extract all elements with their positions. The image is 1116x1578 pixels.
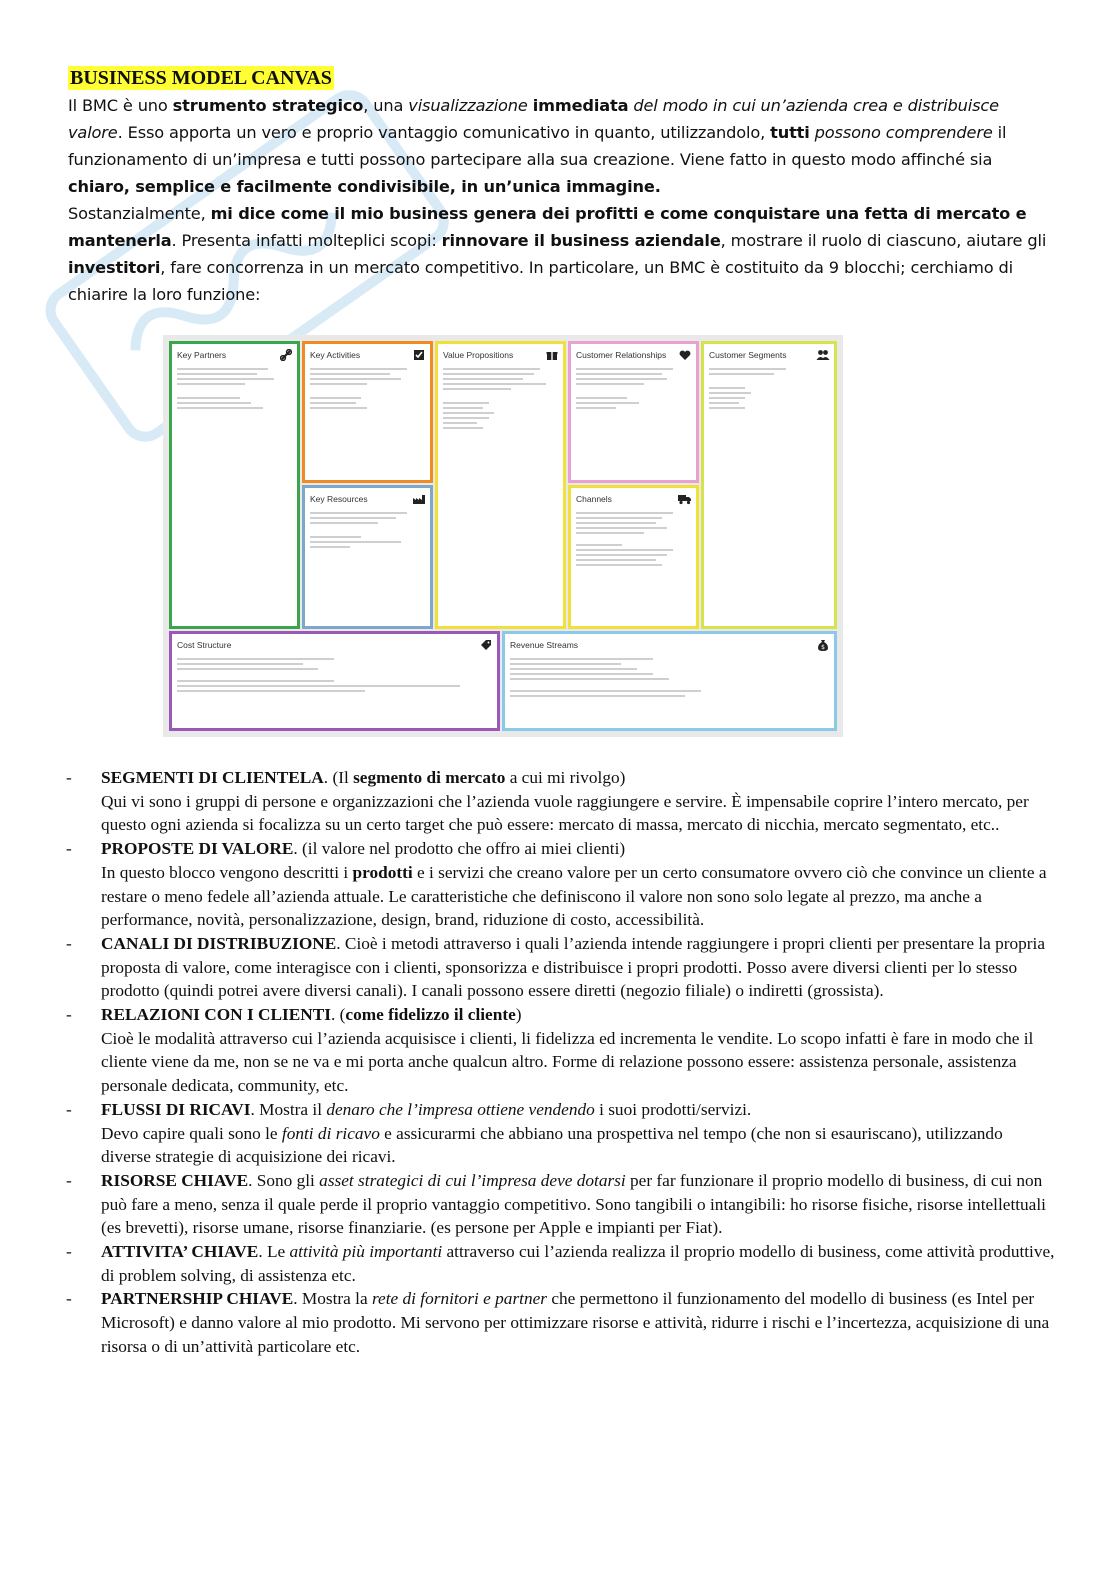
key-activities-block xyxy=(302,341,433,483)
list-item-run: fonti di ricavo xyxy=(281,1123,380,1143)
key-resources-title: Key Resources xyxy=(310,494,368,504)
revenue-streams-block xyxy=(502,631,837,731)
channels-placeholder-lines xyxy=(576,512,690,569)
list-item xyxy=(66,837,1056,932)
list-item xyxy=(66,1287,1056,1358)
list-item xyxy=(66,1240,1056,1287)
cost-structure-block xyxy=(169,631,500,731)
list-item-run: denaro che l’impresa ottiene vendendo xyxy=(326,1099,595,1119)
list-item-run: . ( xyxy=(331,1005,346,1025)
intro-p2-run: , mostrare il ruolo di ciascuno, aiutare gli xyxy=(720,231,1047,250)
key-activities-title: Key Activities xyxy=(310,350,361,360)
truck-icon xyxy=(678,492,692,506)
list-item-run: RELAZIONI CON I CLIENTI xyxy=(101,1005,331,1025)
intro-p1-run: visualizzazione xyxy=(408,96,528,115)
list-item-run: . Mostra la xyxy=(293,1289,372,1309)
list-item-run: . Cioè i metodi attraverso i quali l’azienda intende raggiungere i propri clienti per presentare la propria proposta di valore, come interagisce con i clienti, sponsorizza e distribuisce i propri prodotti. Posso avere diversi clienti per lo stesso prodotto (quindi potrei avere diversi canali). I canali possono essere diretti (negozio filiale) o indiretti (grossista). xyxy=(101,933,1046,1001)
bullet-dash: - xyxy=(66,1289,72,1309)
customer-segments-title: Customer Segments xyxy=(709,350,787,360)
intro-text xyxy=(68,92,1053,308)
list-item-paragraph xyxy=(101,1003,1056,1027)
list-item xyxy=(66,766,1056,837)
intro-p2-run: , fare concorrenza in un mercato competitivo. In particolare, un BMC è costituito da 9 blocchi; cerchiamo di chiarire la loro funzione: xyxy=(68,258,1013,304)
bullet-dash: - xyxy=(66,768,72,787)
bmc-blocks-list xyxy=(66,766,1056,1359)
list-item-run: . Mostra il xyxy=(250,1099,327,1119)
list-item-paragraph xyxy=(101,1169,1056,1240)
channels-title: Channels xyxy=(576,494,612,504)
bullet-dash: - xyxy=(66,1005,72,1025)
list-item-run: come fidelizzo il cliente xyxy=(345,1005,516,1025)
list-item-run: Devo capire quali sono le xyxy=(101,1123,282,1143)
revenue-streams-placeholder-lines xyxy=(510,658,828,700)
list-item-run: e i servizi che creano valore per un certo consumatore ovvero ciò che convince un cliente a restare o meno fedele all’azienda attuale. Le caratteristiche che definiscono il valore non sono solo legate al prezzo, ma anche a performance, novità, personalizzazione, design, brand, riduzione di costo, accessibilità. xyxy=(101,862,1047,930)
list-item xyxy=(66,1098,1056,1169)
list-item-run: CANALI DI DISTRIBUZIONE xyxy=(101,933,337,953)
factory-icon xyxy=(412,492,426,506)
price-tag-icon xyxy=(479,638,493,652)
customer-relationships-placeholder-lines xyxy=(576,368,690,412)
list-item-run: ) xyxy=(515,1005,522,1025)
customer-segments-block xyxy=(701,341,837,629)
intro-p2-run: . Presenta infatti molteplici scopi: xyxy=(171,231,442,250)
link-icon xyxy=(279,348,293,362)
intro-p2-run: rinnovare il business aziendale xyxy=(441,231,721,250)
list-item-run: segmento di mercato xyxy=(353,768,506,787)
list-item-run: attività più importanti xyxy=(289,1242,443,1262)
bullet-dash: - xyxy=(66,839,72,859)
cost-structure-placeholder-lines xyxy=(177,658,491,695)
list-item-run: In questo blocco vengono descritti i xyxy=(101,862,353,882)
key-partners-block xyxy=(169,341,300,629)
list-item xyxy=(66,932,1056,1003)
list-item-run: che permettono il funzionamento del modello di business (es Intel per Microsoft) e danno valore al mio prodotto. Mi servono per ottimizzare risorse e attività, ridurre i rischi e l’incertezza, acquisizione di una risorsa o di un’attività particolare etc. xyxy=(101,1289,1050,1356)
list-item xyxy=(66,1003,1056,1098)
list-item-run: rete di fornitori e partner xyxy=(371,1289,548,1309)
list-item-run: Cioè le modalità attraverso cui l’azienda acquisisce i clienti, li fidelizza ed incrementa le vendite. Lo scopo infatti è fare in modo che il cliente viene da me, non se ne va e mi porta anche qualcun altro. Forme di relazione possono essere: assistenza personale, assistenza personale dedicata, community, etc. xyxy=(101,1028,1034,1096)
svg-text:$: $ xyxy=(821,643,825,651)
list-item-run: a cui mi rivolgo) xyxy=(505,768,626,787)
business-model-canvas-figure xyxy=(163,335,843,737)
bullet-dash: - xyxy=(66,1242,72,1262)
list-item-run: . Le xyxy=(258,1242,290,1262)
intro-p1-run: tutti xyxy=(770,123,810,142)
intro-p1-run: il funzionamento di un’impresa e tutti possono partecipare alla sua creazione. Viene fatto in questo modo affinché sia xyxy=(68,123,1007,169)
list-item-run: e assicurarmi che abbiano una prospettiva nel tempo (che non si esauriscano), utilizzando diverse strategie di acquisizione dei ricavi. xyxy=(101,1123,1003,1167)
bullet-dash: - xyxy=(66,1170,72,1190)
list-item-paragraph xyxy=(101,837,1056,861)
list-item-run: SEGMENTI DI CLIENTELA xyxy=(101,768,324,787)
intro-p1-run: Il BMC è uno xyxy=(68,96,173,115)
list-item-run: PROPOSTE DI VALORE xyxy=(101,839,294,859)
money-bag-icon xyxy=(816,638,830,652)
channels-block xyxy=(568,485,699,629)
list-item xyxy=(66,1169,1056,1240)
list-item-paragraph xyxy=(101,790,1056,837)
intro-p1-run: possono comprendere xyxy=(814,123,993,142)
intro-p1-run: del modo in cui un’azienda crea e distribuisce valore xyxy=(68,96,999,142)
key-resources-block xyxy=(302,485,433,629)
list-item-paragraph xyxy=(101,1240,1056,1287)
intro-paragraph-1 xyxy=(68,92,1053,200)
list-item-run: . (il valore nel prodotto che offro ai miei clienti) xyxy=(293,839,626,859)
key-partners-title: Key Partners xyxy=(177,350,227,360)
list-item-run: Qui vi sono i gruppi di persone e organizzazioni che l’azienda vuole raggiungere e servire. È impensabile coprire l’intero mercato, per questo ogni azienda si focalizza su un certo target che può essere: mercato di massa, mercato di nicchia, mercato segmentato, etc.. xyxy=(101,791,1029,835)
value-propositions-block xyxy=(435,341,566,629)
intro-p2-run: investitori xyxy=(68,258,161,277)
list-item-run: prodotti xyxy=(352,862,413,882)
list-item-paragraph xyxy=(101,932,1056,1003)
intro-p1-run: chiaro, semplice e facilmente condivisibile, in un’unica immagine. xyxy=(68,177,661,196)
list-item-run: ATTIVITA’ CHIAVE xyxy=(101,1242,259,1262)
users-icon xyxy=(816,348,830,362)
value-propositions-placeholder-lines xyxy=(443,368,557,432)
customer-relationships-block xyxy=(568,341,699,483)
checkbox-icon xyxy=(412,348,426,362)
customer-relationships-title: Customer Relationships xyxy=(576,350,667,360)
list-item-paragraph xyxy=(101,766,1056,790)
list-item-run: asset strategici di cui l’impresa deve dotarsi xyxy=(319,1170,626,1190)
intro-p1-run: immediata xyxy=(532,96,629,115)
value-propositions-title: Value Propositions xyxy=(443,350,514,360)
document-title: BUSINESS MODEL CANVAS xyxy=(70,67,332,89)
revenue-streams-title: Revenue Streams xyxy=(510,640,579,650)
list-item-paragraph xyxy=(101,861,1056,932)
customer-segments-placeholder-lines xyxy=(709,368,828,412)
intro-p2-run: mi dice come il mio business genera dei profitti e come conquistare una fetta di mercato e mantenerla xyxy=(68,204,1027,250)
list-item-run: FLUSSI DI RICAVI xyxy=(101,1099,251,1119)
list-item-paragraph xyxy=(101,1287,1056,1358)
gift-icon xyxy=(545,348,559,362)
intro-p1-run: strumento strategico xyxy=(172,96,364,115)
intro-p2-run: Sostanzialmente, xyxy=(68,204,211,223)
list-item-paragraph xyxy=(101,1027,1056,1098)
heart-icon xyxy=(678,348,692,362)
key-resources-placeholder-lines xyxy=(310,512,424,551)
list-item-run: PARTNERSHIP CHIAVE xyxy=(101,1289,294,1309)
intro-p1-run: , una xyxy=(363,96,409,115)
list-item-run: . Sono gli xyxy=(248,1170,320,1190)
list-item-paragraph xyxy=(101,1122,1056,1169)
list-item-run: RISORSE CHIAVE xyxy=(101,1170,249,1190)
key-partners-placeholder-lines xyxy=(177,368,291,412)
intro-paragraph-2 xyxy=(68,200,1053,308)
bullet-dash: - xyxy=(66,1099,72,1119)
intro-p1-run: . Esso apporta un vero e proprio vantaggio comunicativo in quanto, utilizzandolo, xyxy=(117,123,771,142)
list-item-run: per far funzionare il proprio modello di business, di cui non può fare a meno, senza il quale perde il proprio vantaggio competitivo. Sono tangibili o intangibili: ho risorse fisiche, risorse intellettuali (es brevetti), risorse umane, risorse finanziarie. (es persone per Apple e impianti per Fiat). xyxy=(101,1170,1046,1238)
list-item-paragraph xyxy=(101,1098,1056,1122)
bullet-dash: - xyxy=(66,933,72,953)
list-item-run: i suoi prodotti/servizi. xyxy=(594,1099,752,1119)
cost-structure-title: Cost Structure xyxy=(177,640,232,650)
key-activities-placeholder-lines xyxy=(310,368,424,412)
list-item-run: attraverso cui l’azienda realizza il proprio modello di business, come attività produttive, di problem solving, di assistenza etc. xyxy=(101,1242,1055,1285)
list-item-run: . (Il xyxy=(323,768,354,787)
